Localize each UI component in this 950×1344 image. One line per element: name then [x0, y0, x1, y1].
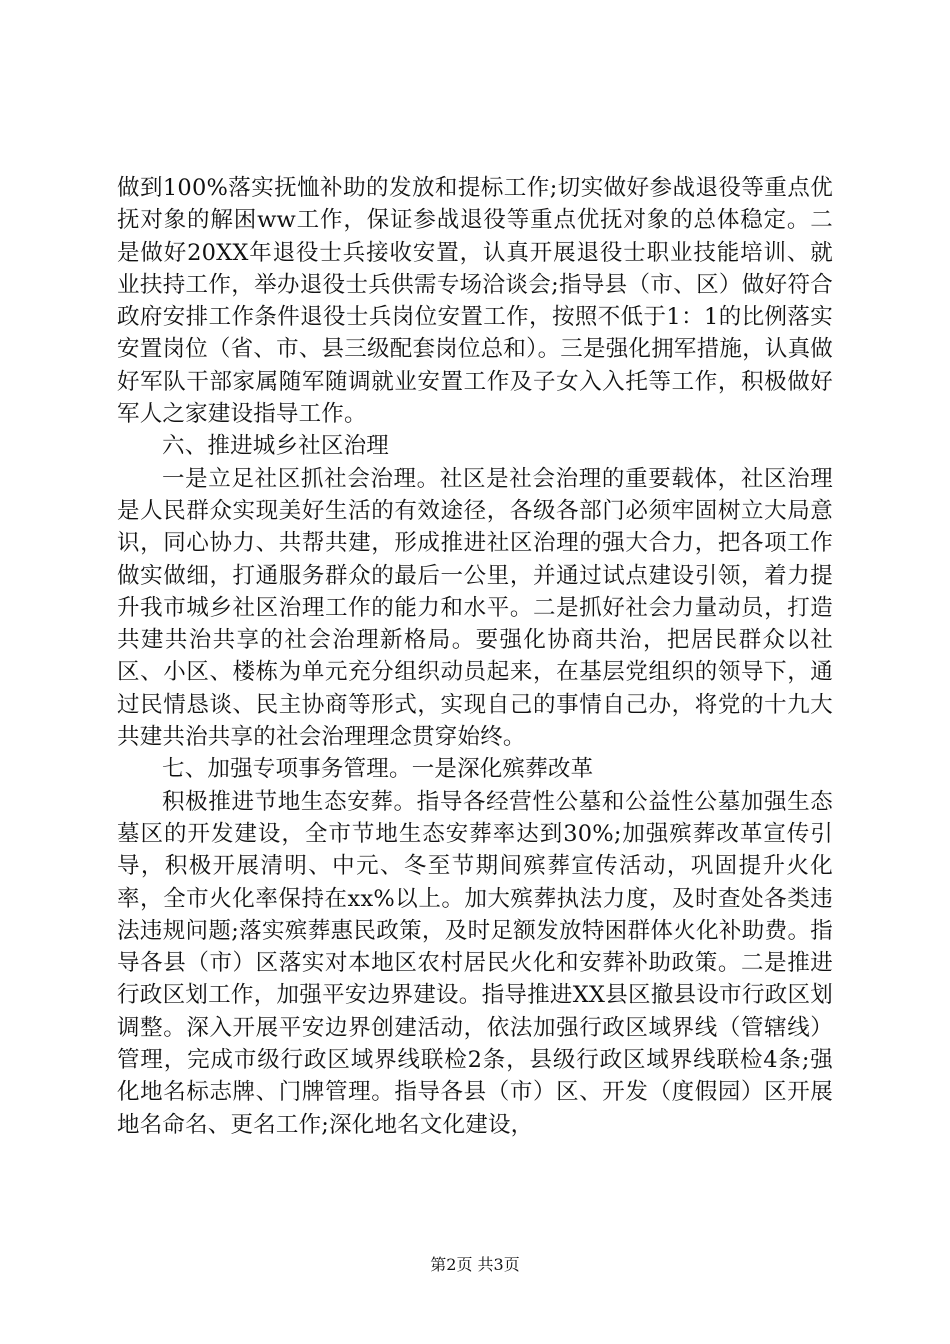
page-footer: 第2页 共3页	[430, 1255, 520, 1274]
paragraph-pension-and-veterans: 做到100%落实抚恤补助的发放和提标工作;切实做好参战退役等重点优抚对象的解困ww工作，保证参战退役等重点优抚对象的总体稳定。二是做好20XX年退役士兵接收安置，认真开展退役士职业技能培训、就业扶持工作，举办退役士兵供需专场洽谈会;指导县（市、区）做好符合政府安排工作条件退役士兵岗位安置工作，按照不低于1：1的比例落实安置岗位（省、市、县三级配套岗位总和）。三是强化拥军措施，认真做好军队干部家属随军随调就业安置工作及子女入入托等工作，积极做好军人之家建设指导工作。	[117, 175, 833, 428]
paragraph-community-governance: 一是立足社区抓社会治理。社区是社会治理的重要载体，社区治理是人民群众实现美好生活的有效途径，各级各部门必须牢固树立大局意识，同心协力、共帮共建，形成推进社区治理的强大合力，把各项工作做实做细，打通服务群众的最后一公里，并通过试点建设引领，着力提升我市城乡社区治理工作的能力和水平。二是抓好社会力量动员，打造共建共治共享的社会治理新格局。要强化协商共治，把居民群众以社区、小区、楼栋为单元充分组织动员起来，在基层党组织的领导下，通过民情恳谈、民主协商等形式，实现自己的事情自己办，将党的十九大共建共治共享的社会治理理念贯穿始终。	[117, 465, 833, 751]
document-body	[117, 172, 833, 1141]
section-heading-special-affairs: 七、加强专项事务管理。一是深化殡葬改革	[162, 756, 594, 783]
section-heading-community-governance: 六、推进城乡社区治理	[162, 433, 390, 460]
paragraph-funeral-reform: 积极推进节地生态安葬。指导各经营性公墓和公益性公墓加强生态墓区的开发建设，全市节地生态安葬率达到30%;加强殡葬改革宣传引导，积极开展清明、中元、冬至节期间殡葬宣传活动，巩固提升火化率，全市火化率保持在xx%以上。加大殡葬执法力度，及时查处各类违法违规问题;落实殡葬惠民政策，及时足额发放特困群体火化补助费。指导各县（市）区落实对本地区农村居民火化和安葬补助政策。二是推进行政区划工作，加强平安边界建设。指导推进XX县区撤县设市行政区划调整。深入开展平安边界创建活动，依法加强行政区域界线（管辖线）管理，完成市级行政区域界线联检2条，县级行政区域界线联检4条;强化地名标志牌、门牌管理。指导各县（市）区、开发（度假园）区开展地名命名、更名工作;深化地名文化建设，	[117, 788, 833, 1138]
